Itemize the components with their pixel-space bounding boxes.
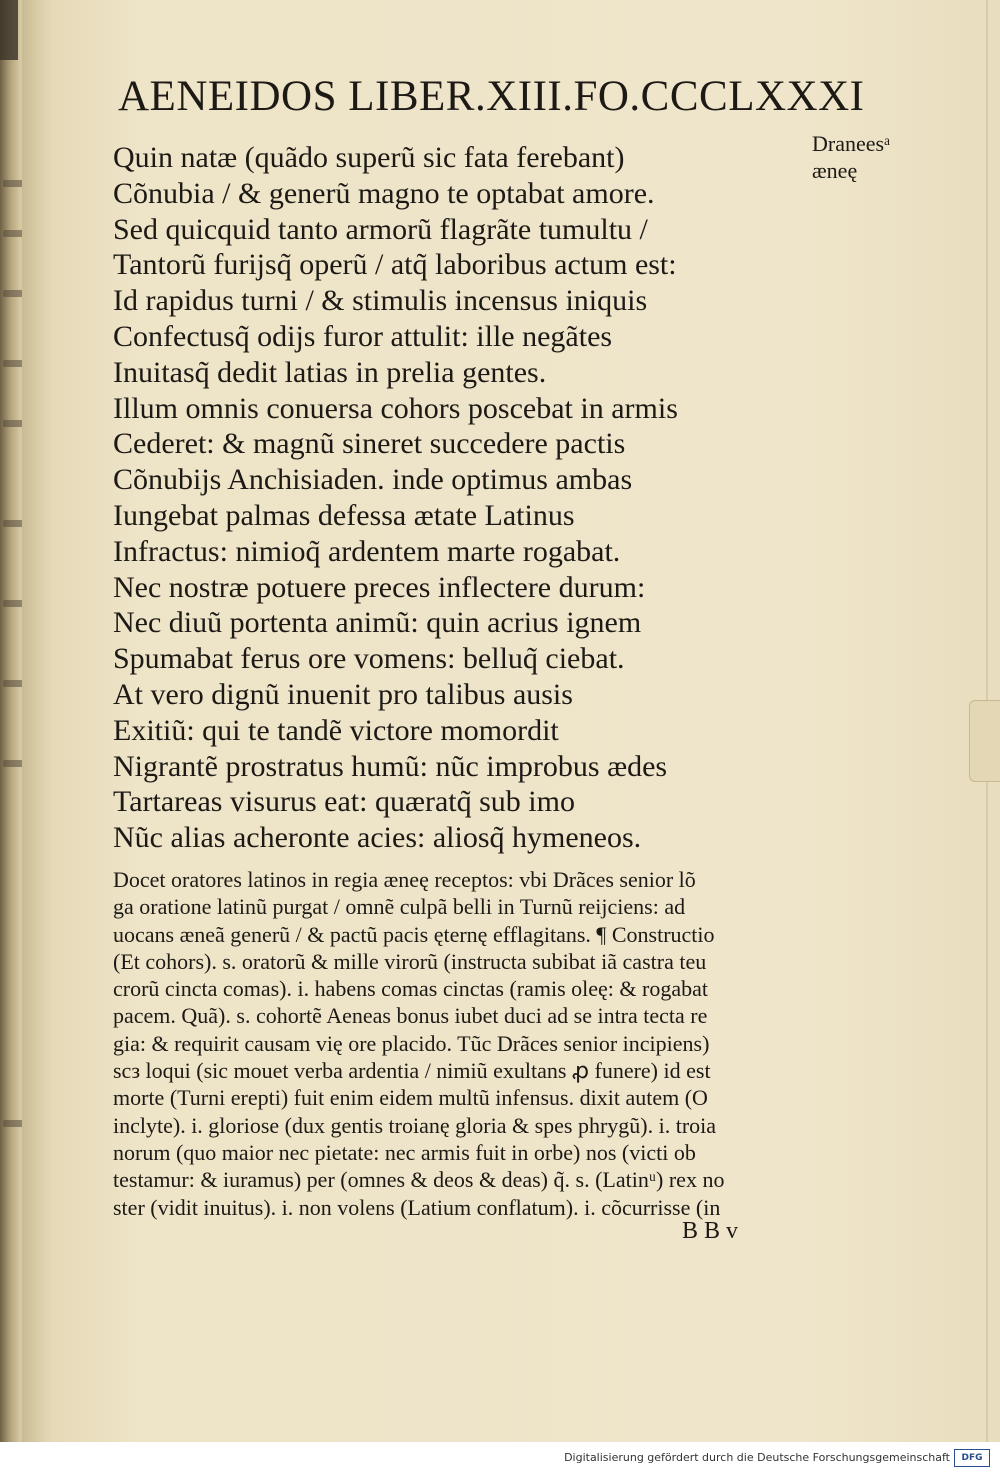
verse-line: At vero dignũ inuenit pro talibus ausis xyxy=(113,677,573,711)
commentary-line: gia: & requirit causam vię ore placido. Tũc Drãces senior incipiens) xyxy=(113,1030,710,1056)
verse-line: Id rapidus turni / & stimulis incensus iniquis xyxy=(113,284,648,318)
running-head: AENEIDOS LIBER.XIII.FO.CCCLXXXI xyxy=(118,73,865,120)
verse-line: Tartareas visurus eat: quæratq̃ sub imo xyxy=(113,785,575,819)
commentary-line: inclyte). i. gloriose (dux gentis troianę gloria & spes phrygũ). i. troia xyxy=(113,1112,717,1138)
commentary-line: ster (vidit inuitus). i. non volens (Latium conflatum). i. cõcurrisse (in xyxy=(113,1194,721,1220)
verse-line: Nigrantẽ prostratus humũ: nũc improbus ædes xyxy=(113,749,668,783)
commentary-line: morte (Turni erepti) fuit enim eidem multũ infensus. dixit autem (O xyxy=(113,1085,708,1111)
commentary-line: crorũ cincta comas). i. habens comas cinctas (ramis oleę: & rogabat xyxy=(113,976,708,1002)
verse-line: Cõnubia / & generũ magno te optabat amore. xyxy=(113,176,655,210)
commentary-line: Docet oratores latinos in regia æneę receptos: vbi Drãces senior lõ xyxy=(113,867,696,892)
verse-line: Nec nostræ potuere preces inflectere durum: xyxy=(113,570,646,604)
footer-bar xyxy=(0,1442,1000,1473)
commentary-line: uocans æneã generũ / & pactũ pacis ęternę efflagitans. ¶ Constructio xyxy=(113,921,715,947)
funding-credit: Digitalisierung gefördert durch die Deutsche Forschungsgemeinschaft xyxy=(564,1451,950,1464)
verse-line: Spumabat ferus ore vomens: belluq̃ ciebat. xyxy=(113,642,625,676)
commentary-line: pacem. Quã). s. cohortẽ Aeneas bonus iubet duci ad se intra tecta re xyxy=(113,1003,708,1029)
page-tab xyxy=(969,700,1000,782)
margin-note-line: æneę xyxy=(812,158,858,183)
verse-line: Tantorũ furijsq̃ operũ / atq̃ laboribus actum est: xyxy=(113,248,677,282)
binding-shadow xyxy=(0,0,18,60)
verse-line: Iungebat palmas defessa ætate Latinus xyxy=(113,498,575,532)
verse-block xyxy=(113,140,813,856)
verse-line: Cederet: & magnũ sineret succedere pactis xyxy=(113,427,626,461)
commentary-line: testamur: & iuramus) per (omnes & deos & deas) q̃. s. (Latinᵘ) rex no xyxy=(113,1167,725,1193)
margin-note xyxy=(812,130,922,184)
dfg-logo: DFG xyxy=(954,1449,990,1467)
verse-line: Exitiũ: qui te tandẽ victore momordit xyxy=(113,713,559,747)
verse-line: Confectusq̃ odijs furor attulit: ille negãtes xyxy=(113,319,613,353)
commentary-line: ga oratione latinũ purgat / omnẽ culpã belli in Turnũ reijciens: ad xyxy=(113,894,686,920)
verse-line: Quin natæ (quãdo superũ sic fata ferebant) xyxy=(113,141,625,174)
verse-line: Infractus: nimioq̃ ardentem marte rogabat. xyxy=(113,534,621,568)
verse-line: Nũc alias acheronte acies: aliosq̃ hymeneos. xyxy=(113,821,642,855)
margin-note-line: Draneesᵃ xyxy=(812,131,891,156)
verse-line: Illum omnis conuersa cohors poscebat in armis xyxy=(113,391,678,425)
commentary-line: scз loqui (sic mouet verba ardentia / nimiũ exultans ꝓ funere) id est xyxy=(113,1058,711,1084)
verse-line: Inuitasq̃ dedit latias in prelia gentes. xyxy=(113,355,547,389)
verse-line: Sed quicquid tanto armorũ flagrãte tumultu / xyxy=(113,212,648,246)
commentary-block xyxy=(113,866,813,1221)
verse-line: Cõnubijs Anchisiaden. inde optimus ambas xyxy=(113,463,633,497)
verse-line: Nec diuũ portenta animũ: quin acrius ignem xyxy=(113,606,642,640)
commentary-line: (Et cohors). s. oratorũ & mille virorũ (instructa subibat iã castra teu xyxy=(113,948,707,974)
signature-mark: B B v xyxy=(682,1218,739,1244)
commentary-line: norum (quo maior nec pietate: nec armis fuit in orbe) nos (victi ob xyxy=(113,1139,696,1165)
